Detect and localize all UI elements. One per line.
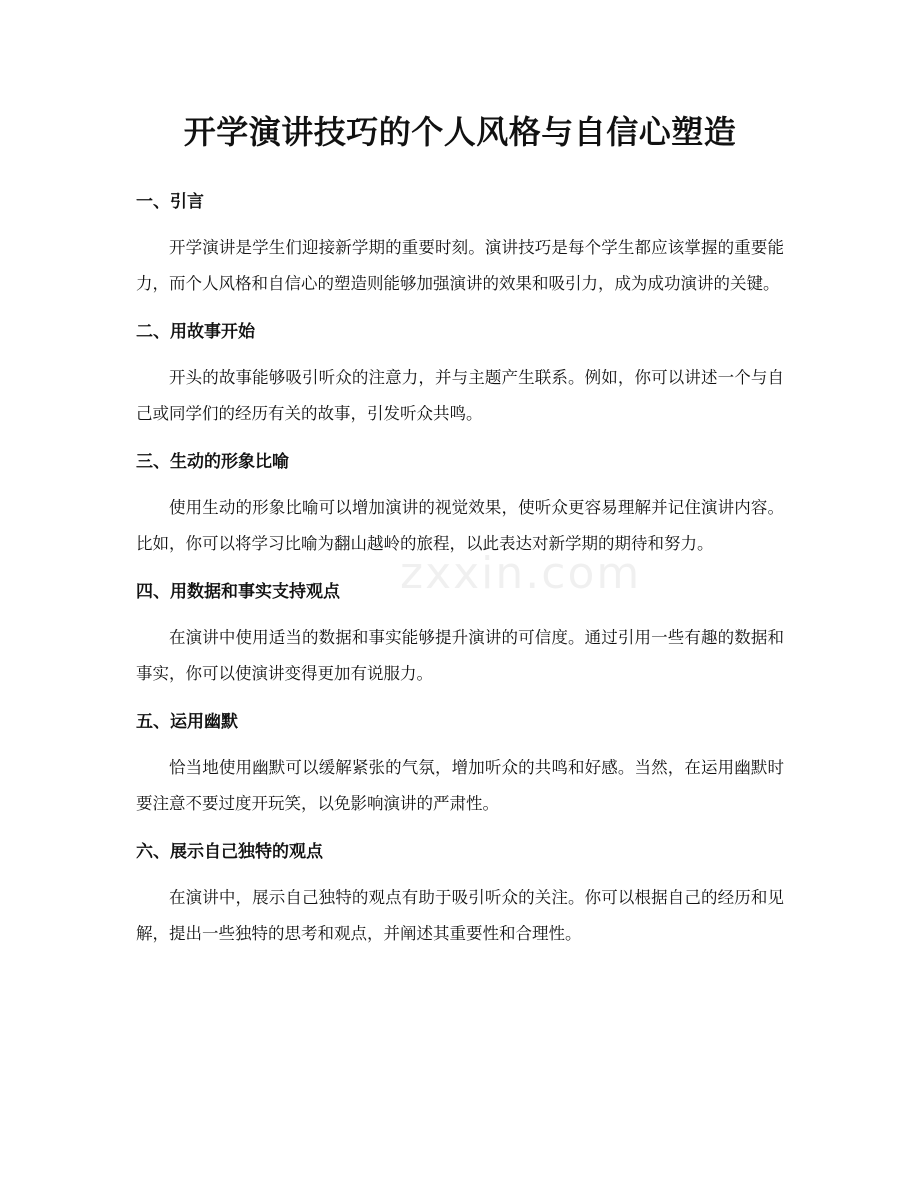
section-heading: 三、生动的形象比喻 bbox=[136, 452, 289, 472]
section-metaphor bbox=[136, 446, 784, 562]
document-title: 开学演讲技巧的个人风格与自信心塑造 bbox=[183, 113, 737, 151]
section-heading: 二、用故事开始 bbox=[136, 322, 255, 342]
document-content bbox=[136, 186, 784, 966]
section-paragraph: 在演讲中使用适当的数据和事实能够提升演讲的可信度。通过引用一些有趣的数据和事实，你可以使演讲变得更加有说服力。 bbox=[136, 628, 784, 683]
watermark: zxxin.com bbox=[400, 548, 642, 599]
section-paragraph: 开头的故事能够吸引听众的注意力，并与主题产生联系。例如，你可以讲述一个与自己或同学们的经历有关的故事，引发听众共鸣。 bbox=[136, 368, 784, 423]
section-unique-view bbox=[136, 836, 784, 952]
section-data-facts bbox=[136, 576, 784, 692]
section-heading: 五、运用幽默 bbox=[136, 712, 238, 732]
section-humor bbox=[136, 706, 784, 822]
section-heading: 一、引言 bbox=[136, 192, 204, 212]
section-heading: 六、展示自己独特的观点 bbox=[136, 842, 323, 862]
section-paragraph: 恰当地使用幽默可以缓解紧张的气氛，增加听众的共鸣和好感。当然，在运用幽默时要注意不要过度开玩笑，以免影响演讲的严肃性。 bbox=[136, 758, 784, 813]
section-story bbox=[136, 316, 784, 432]
section-paragraph: 开学演讲是学生们迎接新学期的重要时刻。演讲技巧是每个学生都应该掌握的重要能力，而个人风格和自信心的塑造则能够加强演讲的效果和吸引力，成为成功演讲的关键。 bbox=[136, 238, 784, 293]
section-paragraph: 在演讲中，展示自己独特的观点有助于吸引听众的关注。你可以根据自己的经历和见解，提出一些独特的思考和观点，并阐述其重要性和合理性。 bbox=[136, 888, 784, 943]
section-paragraph: 使用生动的形象比喻可以增加演讲的视觉效果，使听众更容易理解并记住演讲内容。比如，你可以将学习比喻为翻山越岭的旅程，以此表达对新学期的期待和努力。 bbox=[136, 498, 784, 553]
section-intro bbox=[136, 186, 784, 302]
section-heading: 四、用数据和事实支持观点 bbox=[136, 582, 340, 602]
